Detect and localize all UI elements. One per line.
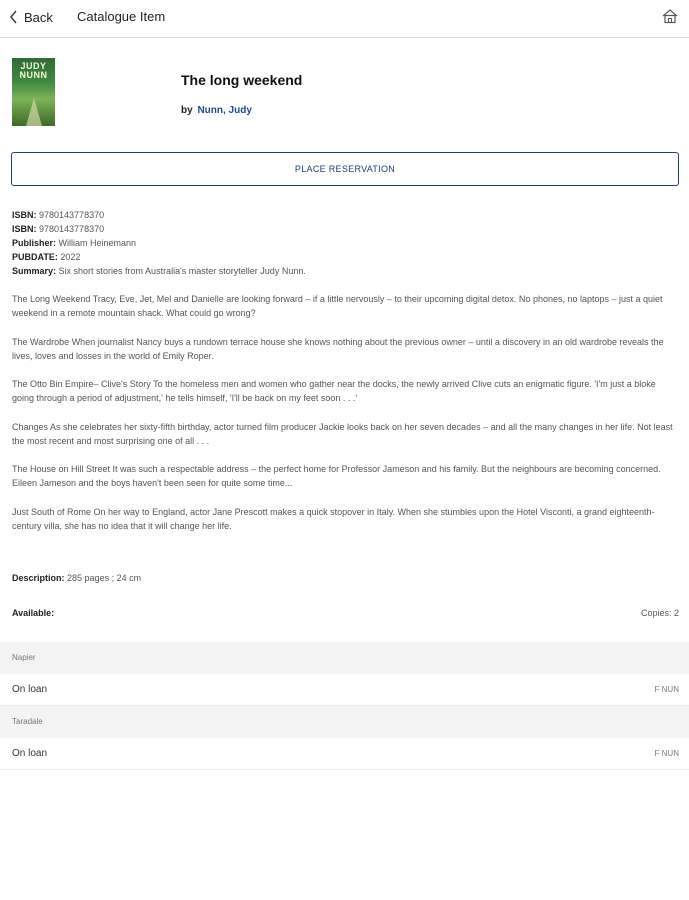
cover-author-text: JUDY NUNN [19,61,48,80]
page-title: Catalogue Item [77,9,166,24]
detail-row [12,236,136,250]
branch-name: Napier [12,653,36,662]
branch-header [0,642,689,674]
place-reservation-button[interactable] [11,152,679,186]
place-reservation-label: PLACE RESERVATION [294,164,396,174]
book-cover-image[interactable] [12,58,55,126]
branch-header [0,706,689,738]
detail-row [12,222,104,236]
description-label: Description: [12,573,65,583]
holding-row[interactable] [0,674,689,706]
detail-row [12,250,80,264]
top-bar [0,0,689,38]
detail-value: Six short stories from Australia's master storyteller Judy Nunn. [58,266,306,276]
detail-value: 2022 [60,252,81,262]
summary-paragraph: The House on Hill Street It was such a respectable address – the perfect home for Professor Jameson and his family. But the neighbours are becoming concerned. Eileen Jameson and the boys haven't been seen for quite some time... [12,464,661,488]
description-row [12,571,141,585]
detail-label: Summary: [12,266,57,276]
back-button[interactable] [8,7,53,27]
detail-value: 9780143778370 [39,210,105,220]
back-label: Back [24,9,53,25]
author-link[interactable]: Nunn, Judy [197,105,252,116]
call-number: F NUN [654,749,679,758]
holding-status: On loan [12,684,48,695]
detail-label: ISBN: [12,210,37,220]
detail-row [12,264,306,278]
detail-row [12,208,104,222]
book-title: The long weekend [181,72,303,88]
copies-count: Copies: 2 [640,608,679,618]
detail-value: 9780143778370 [39,224,105,234]
holding-row[interactable] [0,738,689,770]
summary-paragraph: The Long Weekend Tracy, Eve, Jet, Mel and Danielle are looking forward – if a little nervously – to their upcoming digital detox. No phones, no laptops – just a quiet weekend in a remote mountain shack. What could go wrong? [12,294,663,318]
summary-paragraph: The Otto Bin Empire– Clive's Story To the homeless men and women who gather near the docks, the newly arrived Clive cuts an enigmatic figure. 'I'm just a bloke going through a period of adjustment,' he tells himself, 'I'll be back on my feet soon . . .' [12,379,656,403]
detail-value: William Heinemann [58,238,137,248]
call-number: F NUN [654,685,679,694]
summary-paragraph: The Wardrobe When journalist Nancy buys a rundown terrace house she knows nothing about the previous owner – until a discovery in an old wardrobe reveals the lives, loves and losses in the world of Emily Roper. [12,337,664,361]
summary-paragraph: Changes As she celebrates her sixty-fifth birthday, actor turned film producer Jackie looks back on her seven decades – and all the many changes in her life. Not least the most recent and most surprising one of all . . . [12,422,673,446]
chevron-left-icon [8,9,20,25]
detail-label: ISBN: [12,224,37,234]
by-label: by [181,105,193,116]
home-icon[interactable] [661,8,679,24]
detail-label: Publisher: [12,238,57,248]
byline [181,105,252,116]
cover-road-art [26,98,42,126]
description-value: 285 pages ; 24 cm [67,573,142,583]
summary-paragraph: Just South of Rome On her way to England, actor Jane Prescott makes a quick stopover in Italy. When she stumbles upon the Hotel Visconti, a grand eighteenth-century villa, she has no idea that it will change her life. [12,507,655,531]
detail-label: PUBDATE: [12,252,58,262]
available-label: Available: [12,608,55,618]
holding-status: On loan [12,748,48,759]
branch-name: Taradale [12,717,43,726]
